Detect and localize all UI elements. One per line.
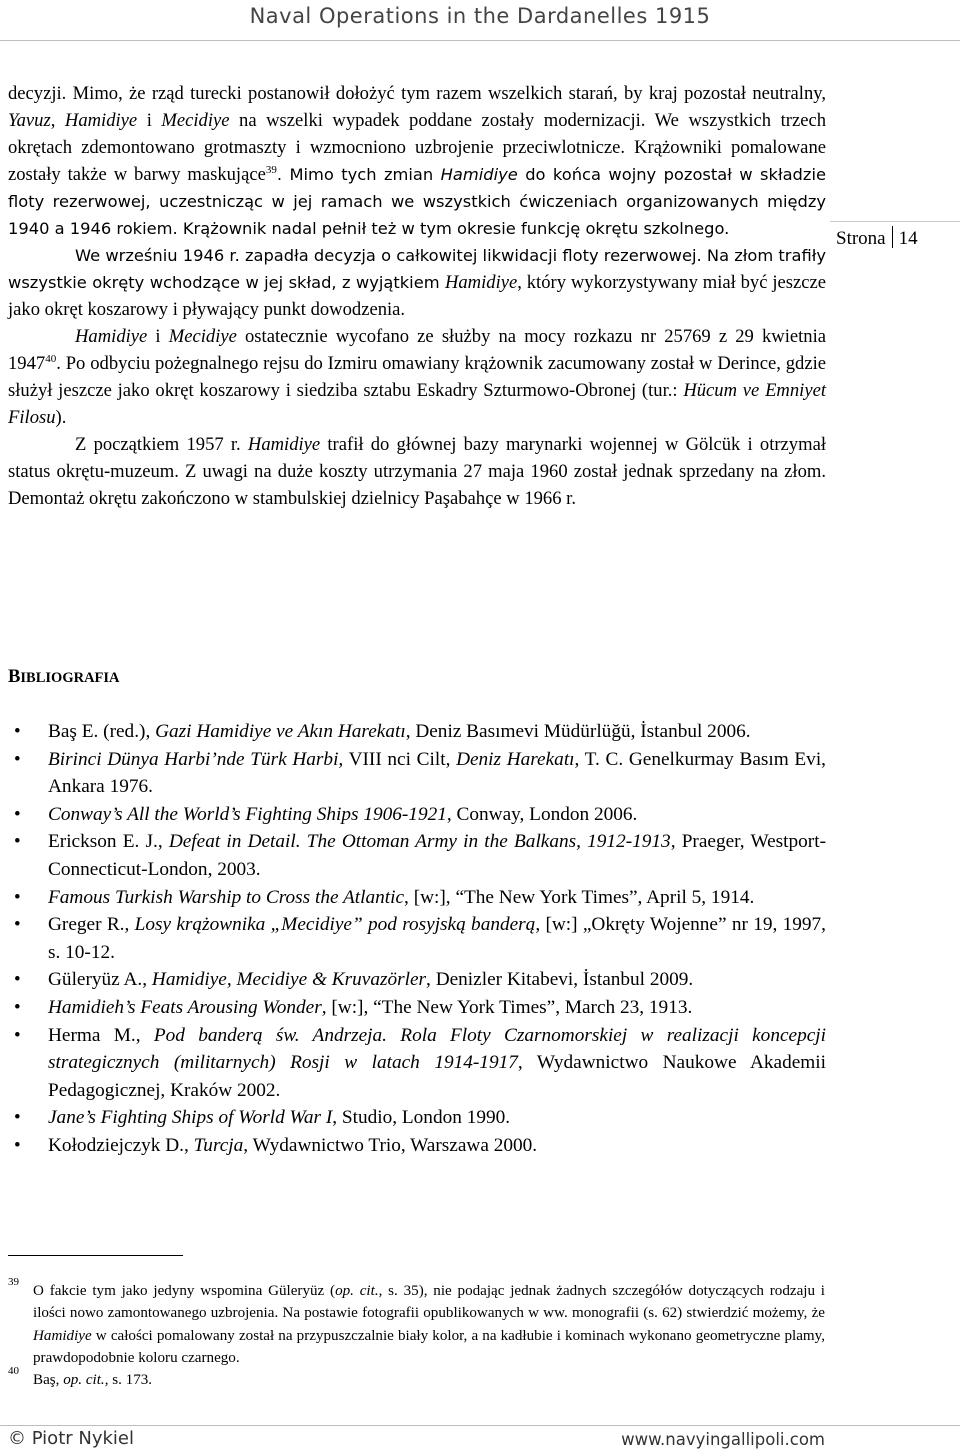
text-run: trafił do głównej bazy marynarki wojennej w Gölcük i otrzymał status okrętu-muzeum. Z uwagi na duże koszty utrzymania 27 maja 1960 został jednak sprzedany na złom. Demontaż okrętu zakończono w stambulskiej dzielnicy Paşabahçe w 1966 r.	[8, 434, 826, 509]
text-run: , który wykorzystywany miał być jeszcze jako okręt koszarowy i pływający punkt dowodzenia.	[8, 272, 826, 320]
text-run: na wszelki wypadek poddane zostały modernizacji. We wszystkich trzech okrętach zdemontowano grotmaszty i wzmocniono uzbrojenie przeciwlotnicze. Krążowniki pomalowane zostały także w barwy maskujące	[8, 110, 827, 185]
text-run: , s. 173.	[104, 1372, 153, 1389]
ship-name: Hamidiye	[33, 1327, 92, 1344]
ship-name: Mecidiye	[161, 110, 230, 131]
ship-name: Yavuz	[8, 110, 51, 131]
bibliography-list	[48, 718, 826, 1160]
body-text	[8, 80, 826, 512]
text-run: , [w:], “The New York Times”, April 5, 1914.	[404, 886, 755, 908]
text-run: , Conway, London 2006.	[446, 803, 638, 825]
text-run: Baş E. (red.),	[48, 721, 156, 742]
text-run: . Mimo tych zmian	[276, 165, 441, 184]
book-title: Pod banderą św. Andrzeja. Rola Floty Czarnomorskiej w realizacji koncepcji strategicznych (militarnych) Rosji w latach 1914-1917	[48, 1024, 826, 1074]
text-run: , Praeger, Westport-Connecticut-London, 2003.	[48, 831, 827, 880]
paragraph-3	[8, 323, 826, 431]
bibliography-item	[48, 966, 826, 994]
text-run: decyzji. Mimo, że rząd turecki postanowił dołożyć tym razem wszelkich starań, by kraj pozostał neutralny,	[8, 83, 826, 104]
bibliography-item	[48, 994, 826, 1022]
bibliography-item	[48, 884, 826, 912]
article-title: Famous Turkish Warship to Cross the Atlantic	[48, 886, 405, 908]
bibliography-item	[48, 1132, 826, 1160]
text-run: do końca wojny pozostał w składzie floty rezerwowej, uczestnicząc w jej ramach we wszystkich ćwiczeniach organizowanych między 1940 a 1946 rokiem. Krążownik nadal pełnił też w tym okresie funkcję okrętu szkolnego.	[8, 165, 826, 238]
bibliography-heading	[8, 666, 120, 688]
text-run: , Wydawnictwo Naukowe Akademii Pedagogicznej, Kraków 2002.	[48, 1052, 826, 1101]
running-header: Naval Operations in the Dardanelles 1915	[249, 4, 711, 28]
text-run: Greger R.,	[48, 914, 135, 936]
article-title: Hamidieh’s Feats Arousing Wonder	[48, 996, 322, 1018]
text-run: w całości pomalowany został na przypuszczalnie biały kolor, a na kadłubie i kominach wykonano geometryczne plamy, prawdopodobnie koloru czarnego.	[33, 1327, 825, 1366]
text-run: We wrześniu 1946 r. zapadła decyzja o całkowitej likwidacji floty rezerwowej. Na złom trafiły wszystkie okręty wchodzące w jej skład, z wyjątkiem	[8, 246, 826, 292]
footnote-39	[8, 1276, 825, 1369]
footnote-40	[8, 1365, 825, 1391]
ship-name: Hamidiye	[247, 434, 321, 455]
text-run: , [w:], “The New York Times”, March 23, 1913.	[321, 996, 693, 1018]
article-title: Losy krążownika „Mecidiye” pod rosyjską banderą	[134, 914, 536, 936]
footnote-separator	[8, 1255, 183, 1256]
text-run: VIII nci Cilt,	[343, 748, 457, 770]
text-run: Baş,	[33, 1372, 64, 1389]
footnote-ref-40[interactable]: 40	[45, 352, 57, 365]
page-number-label	[836, 226, 918, 250]
footnote-ref-39[interactable]: 39	[265, 163, 277, 176]
footer-divider	[0, 1425, 960, 1426]
side-divider	[830, 221, 960, 222]
book-title: Turcja	[193, 1134, 244, 1156]
text-run: ,	[50, 110, 65, 131]
text-run: , T. C. Genelkurmay Basım Evi, Ankara 1976.	[48, 748, 826, 798]
text-run: Z początkiem 1957 r.	[75, 434, 248, 455]
text-run: . Po odbyciu pożegnalnego rejsu do Izmiru omawiany krążownik zacumowany został w Derince, gdzie służył jeszcze jako okręt koszarowy i siedziba sztabu Eskadry Szturmowo-Obronej (tur.:	[8, 353, 826, 401]
bibliography-item	[48, 911, 826, 966]
bibliography-item	[48, 1022, 826, 1105]
footnotes	[8, 1276, 825, 1391]
book-title: Jane’s Fighting Ships of World War I	[48, 1107, 333, 1129]
text-run: O fakcie tym jako jedyny wspomina Güleryüz (	[33, 1283, 336, 1299]
footnote-marker: 39	[8, 1276, 19, 1288]
text-run: Erickson E. J.,	[48, 831, 169, 853]
footnote-marker: 40	[8, 1365, 19, 1378]
heading-initial: B	[8, 666, 21, 687]
book-title: Defeat in Detail. The Ottoman Army in the Balkans, 1912-1913	[168, 831, 671, 853]
book-title: Deniz Harekatı	[456, 748, 575, 770]
text-run: , Denizler Kitabevi, İstanbul 2009.	[426, 969, 694, 991]
paragraph-4	[8, 431, 826, 512]
bibliography-item	[48, 1104, 826, 1132]
text-run: Güleryüz A.,	[48, 969, 152, 991]
bibliography-item	[48, 801, 826, 829]
bibliography-item	[48, 746, 826, 801]
book-title: Birinci Dünya Harbi’nde Türk Harbi,	[48, 748, 344, 770]
footer-website-link[interactable]: www.navyingallipoli.com	[621, 1430, 825, 1449]
text-run: Herma M.,	[48, 1024, 154, 1046]
heading-rest: IBLIOGRAFIA	[20, 670, 120, 686]
paragraph-2	[8, 242, 826, 323]
text-run: i	[147, 326, 169, 347]
unit-name: Hücum ve Emniyet Filosu	[8, 380, 826, 428]
ship-name: Hamidiye	[440, 165, 518, 184]
page-label-bar	[892, 226, 893, 248]
text-run: , Studio, London 1990.	[332, 1107, 511, 1129]
book-title: Gazi Hamidiye ve Akın Harekatı	[155, 721, 406, 742]
text-run: Kołodziejczyk D.,	[48, 1134, 194, 1156]
text-run: ostatecznie wycofano ze służby na mocy rozkazu nr 25769 z 29 kwietnia 1947	[8, 326, 826, 374]
header-divider	[0, 40, 960, 41]
text-run: , s. 35), nie podając jednak żadnych szczegółów dotyczących rodzaju i ilości nowo zamontowanego uzbrojenia. Na postawie fotografii opublikowanych w ww. monografii (s. 62) stwierdzić możemy, że	[33, 1283, 825, 1322]
paragraph-1	[8, 80, 826, 242]
text-run: , Deniz Basımevi Müdürlüğü, İstanbul 2006.	[405, 721, 751, 742]
page-number: 14	[898, 228, 918, 249]
bibliography-item	[48, 718, 826, 746]
citation-abbrev: op. cit.	[63, 1372, 105, 1389]
citation-abbrev: op. cit.	[335, 1283, 379, 1299]
text-run: , [w:] „Okręty Wojenne” nr 19, 1997, s. 10-12.	[48, 914, 826, 963]
ship-name: Mecidiye	[168, 326, 237, 347]
text-run: ).	[55, 407, 67, 428]
text-run: , Wydawnictwo Trio, Warszawa 2000.	[243, 1134, 538, 1156]
book-title: Conway’s All the World’s Fighting Ships 1906-1921	[48, 803, 447, 825]
ship-name: Hamidiye	[444, 272, 518, 293]
text-run: i	[137, 110, 162, 131]
bibliography-item	[48, 828, 826, 883]
footer-author: © Piotr Nykiel	[8, 1428, 134, 1449]
ship-name: Hamidiye	[75, 326, 148, 347]
book-title: Hamidiye, Mecidiye & Kruvazörler	[151, 969, 427, 991]
ship-name: Hamidiye	[64, 110, 138, 131]
page-label-text: Strona	[836, 228, 886, 249]
